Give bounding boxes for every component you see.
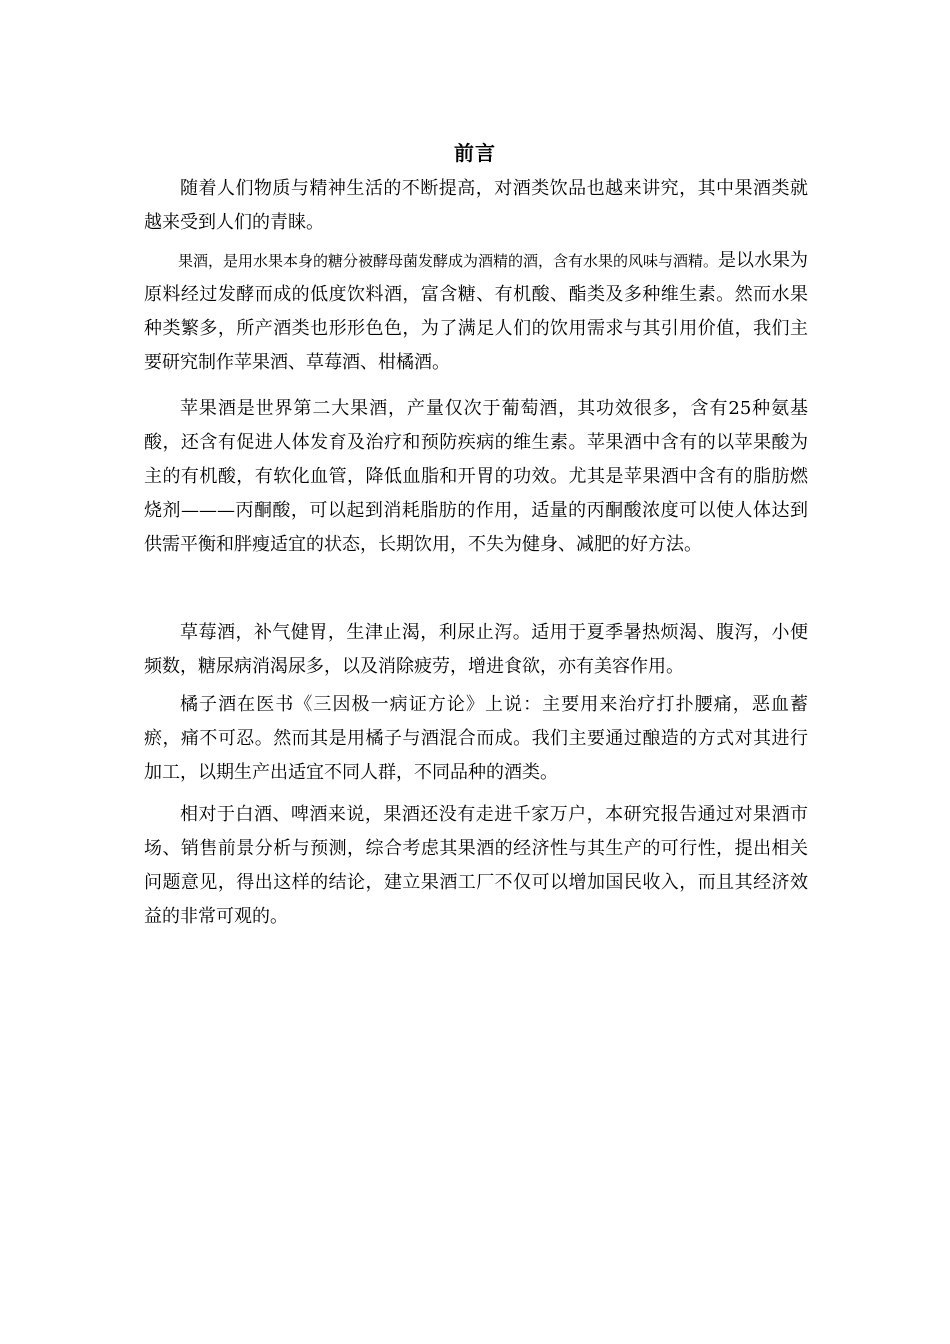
paragraph-apple-wine: 苹果酒是世界第二大果酒，产量仅次于葡萄酒，其功效很多，含有25种氨基酸，还含有促进人体发育及治疗和预防疾病的维生素。苹果酒中含有的以苹果酸为主的有机酸，有软化血管，降低血脂和开胃的功效。尤其是苹果酒中含有的脂肪燃烧剂———丙酮酸，可以起到消耗脂肪的作用，适量的丙酮酸浓度可以使人体达到供需平衡和胖瘦适宜的状态，长期饮用，不失为健身、减肥的好方法。 [144, 398, 808, 555]
paragraph-orange-wine: 橘子酒在医书《三因极一病证方论》上说：主要用来治疗打扑腰痛，恶血蓄瘀，痛不可忍。然而其是用橘子与酒混合而成。我们主要通过酿造的方式对其进行加工，以期生产出适宜不同人群，不同品种的酒类。 [144, 694, 808, 783]
paragraph-intro: 随着人们物质与精神生活的不断提高，对酒类饮品也越来讲究，其中果酒类就越来受到人们的青睐。 [144, 178, 808, 233]
paragraph-fruit-wine-lead: 果酒，是用水果本身的糖分被酵母菌发酵成为酒精的酒，含有水果的风味与酒精。 [178, 252, 719, 270]
paragraph-fruit-wine [144, 244, 808, 380]
paragraph-fruit-wine-body: 是以水果为原料经过发酵而成的低度饮料酒，富含糖、有机酸、酯类及多种维生素。然而水果种类繁多，所产酒类也形形色色，为了满足人们的饮用需求与其引用价值，我们主要研究制作苹果酒、草莓酒、柑橘酒。 [144, 250, 809, 373]
page-title: 前言 [454, 141, 496, 165]
paragraph-strawberry-wine: 草莓酒，补气健胃，生津止渴，利尿止泻。适用于夏季暑热烦渴、腹泻，小便频数，糖尿病消渴尿多，以及消除疲劳，增进食欲，亦有美容作用。 [144, 622, 808, 677]
paragraph-conclusion: 相对于白酒、啤酒来说，果酒还没有走进千家万户，本研究报告通过对果酒市场、销售前景分析与预测，综合考虑其果酒的经济性与其生产的可行性，提出相关问题意见，得出这样的结论，建立果酒工厂不仅可以增加国民收入，而且其经济效益的非常可观的。 [144, 804, 808, 927]
